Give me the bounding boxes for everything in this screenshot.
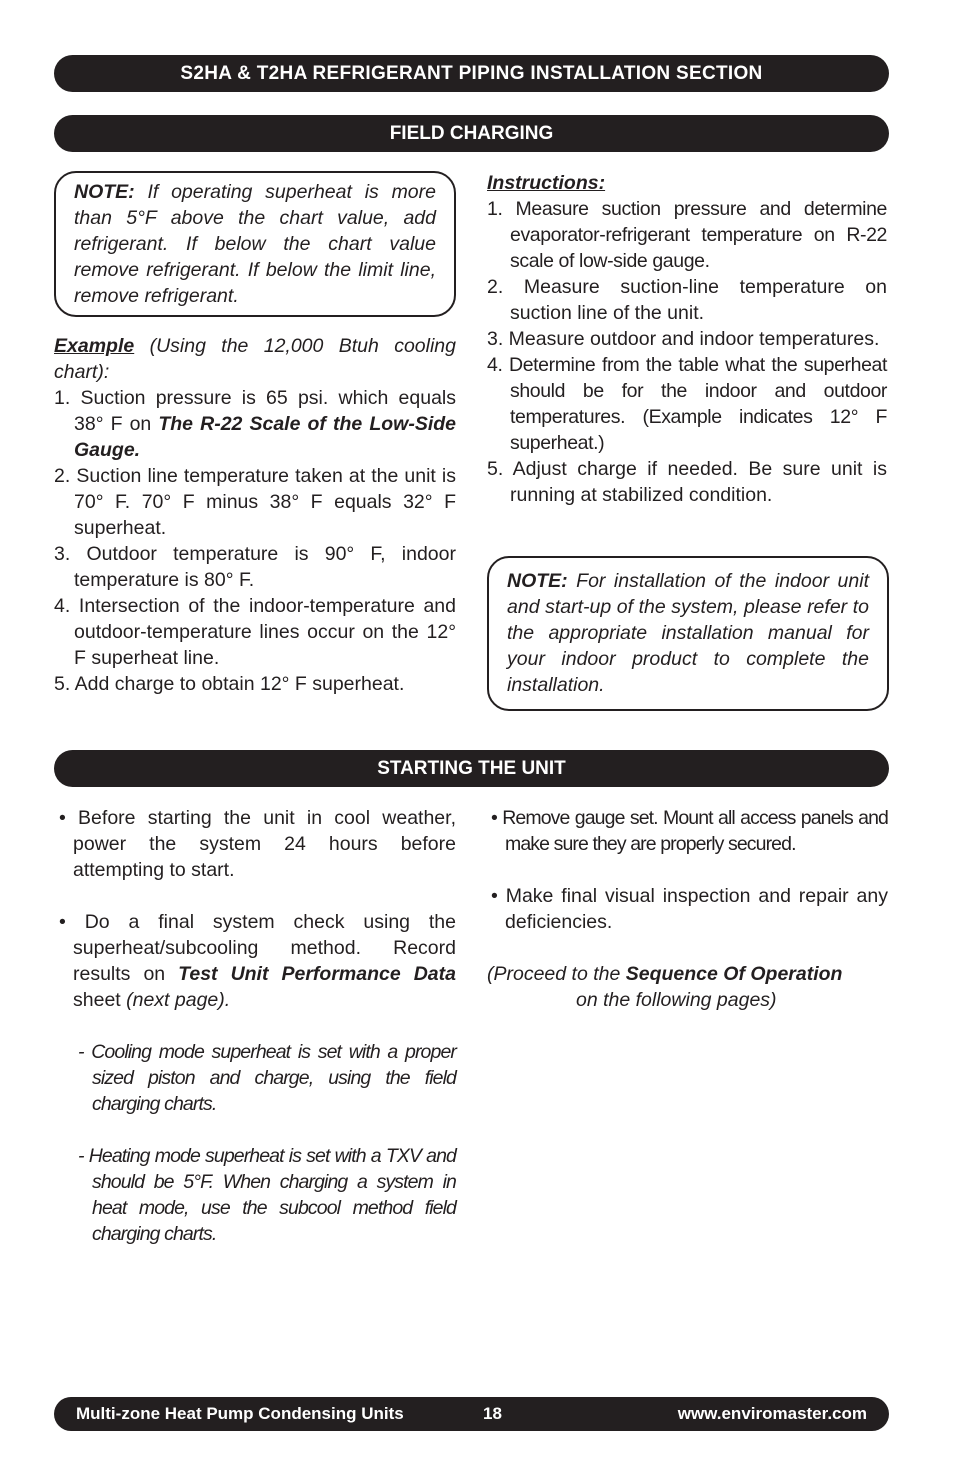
proceed-note: (Proceed to the Sequence Of Operation — [487, 963, 843, 985]
section-title-bar — [54, 55, 889, 92]
note-box-superheat — [54, 171, 456, 317]
example-item-2: 2. Suction line temperature taken at the unit is 70° F. 70° F minus 38° F equals 32° F superheat. — [54, 465, 456, 539]
proceed-note-line2: on the following pages) — [576, 989, 777, 1011]
sequence-of-operation-text: Sequence Of Operation — [625, 963, 843, 985]
starting-unit-bar — [54, 750, 889, 787]
r22-scale-text: The R-22 Scale of the Low-Side Gauge. — [74, 413, 456, 461]
note-label: NOTE: — [507, 570, 568, 592]
starting-unit-title: STARTING THE UNIT — [377, 758, 566, 779]
example-item-5: 5. Add charge to obtain 12° F superheat. — [54, 673, 405, 695]
page-number: 18 — [483, 1404, 502, 1423]
section-title: S2HA & T2HA REFRIGERANT PIPING INSTALLATION SECTION — [180, 63, 763, 84]
instruction-item-1: 1. Measure suction pressure and determine evaporator-refrigerant temperature on R-22 scale of low-side gauge. — [487, 198, 887, 272]
starting-bullet-1: • Before starting the unit in cool weather, power the system 24 hours before attempting to start. — [59, 807, 456, 881]
starting-bullet-3: • Remove gauge set. Mount all access panels and make sure they are properly secured. — [491, 807, 888, 855]
instruction-item-3: 3. Measure outdoor and indoor temperatures. — [487, 328, 880, 350]
instruction-item-2: 2. Measure suction-line temperature on suction line of the unit. — [487, 276, 887, 324]
cooling-mode-note: - Cooling mode superheat is set with a proper sized piston and charge, using the field charging charts. — [78, 1041, 456, 1115]
note-text: For installation of the indoor unit and start-up of the system, please refer to the appropriate installation manual for your indoor product to complete the installation. — [507, 570, 869, 696]
instruction-item-4: 4. Determine from the table what the superheat should be for the indoor and outdoor temperatures. (Example indicates 12° F superheat.) — [487, 354, 887, 454]
starting-left-column — [59, 805, 456, 1247]
example-intro: (Using the 12,000 Btuh cooling chart): — [54, 335, 456, 383]
instructions-section — [487, 170, 887, 508]
instruction-item-5: 5. Adjust charge if needed. Be sure unit is running at stabilized condition. — [487, 458, 887, 506]
instructions-heading: Instructions: — [487, 172, 606, 194]
example-item-3: 3. Outdoor temperature is 90° F, indoor temperature is 80° F. — [54, 543, 456, 591]
example-heading — [54, 333, 456, 385]
footer-website: www.enviromaster.com — [677, 1404, 867, 1423]
example-section — [54, 333, 456, 697]
starting-bullet-4: • Make final visual inspection and repair any deficiencies. — [491, 885, 888, 933]
note-text: If operating superheat is more than 5°F above the chart value, add refrigerant. If below the chart value remove refrigerant. If below the limit line, remove refrigerant. — [74, 181, 436, 307]
note-box-indoor-unit — [487, 556, 889, 711]
field-charging-bar — [54, 115, 889, 152]
note-label: NOTE: — [74, 181, 135, 203]
heating-mode-note: - Heating mode superheat is set with a TXV and should be 5°F. When charging a system in heat mode, use the subcool method field charging charts. — [78, 1145, 456, 1245]
example-item-4: 4. Intersection of the indoor-temperature and outdoor-temperature lines occur on the 12° F superheat line. — [54, 595, 456, 669]
footer-product-name: Multi-zone Heat Pump Condensing Units — [76, 1404, 404, 1423]
example-item-1: 1. Suction pressure is 65 psi. which equals 38° F on The R-22 Scale of the Low-Side Gauge. — [54, 387, 456, 461]
starting-bullet-2: • Do a final system check using the superheat/subcooling method. Record results on Test Unit Performance Data sheet (next page). — [59, 911, 456, 1011]
page-footer — [54, 1397, 889, 1431]
starting-right-column — [487, 805, 888, 1013]
field-charging-title: FIELD CHARGING — [389, 123, 554, 144]
example-label: Example — [54, 335, 135, 357]
test-unit-performance-text: Test Unit Performance Data — [178, 963, 456, 985]
